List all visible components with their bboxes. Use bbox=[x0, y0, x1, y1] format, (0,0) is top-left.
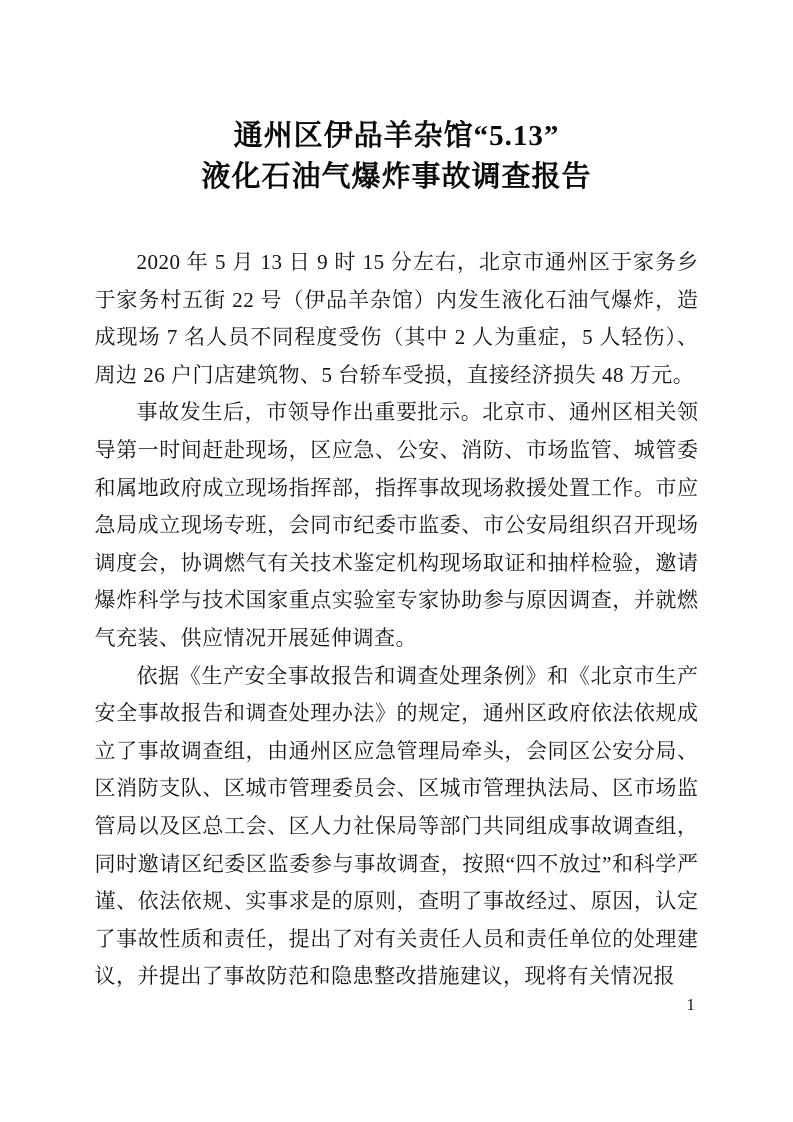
document-title bbox=[0, 0, 793, 198]
paragraph-incident-summary: 2020 年 5 月 13 日 9 时 15 分左右，北京市通州区于家务乡于家务村五街 22 号（伊品羊杂馆）内发生液化石油气爆炸，造成现场 7 名人员不同程度受伤（其中 2 人为重症，5 人轻伤）、周边 26 户门店建筑物、5 台轿车受损，直接经济损失 48 万元。 bbox=[94, 250, 699, 387]
paragraph-investigation-team: 依据《生产安全事故报告和调查处理条例》和《北京市生产安全事故报告和调查处理办法》的规定，通州区政府依法依规成立了事故调查组，由通州区应急管理局牵头，会同区公安分局、区消防支队、区城市管理委员会、区城市管理执法局、区市场监管局以及区总工会、区人力社保局等部门共同组成事故调查组，同时邀请区纪委区监委参与事故调查，按照“四不放过”和科学严谨、依法依规、实事求是的原则，查明了事故经过、原因，认定了事故性质和责任，提出了对有关责任人员和责任单位的处理建议，并提出了事故防范和隐患整改措施建议，现将有关情况报 bbox=[94, 663, 699, 989]
document-title-line1: 通州区伊品羊杂馆“5.13” bbox=[233, 120, 560, 152]
page-number: 1 bbox=[686, 995, 695, 1014]
paragraph-response-actions: 事故发生后，市领导作出重要批示。北京市、通州区相关领导第一时间赶赴现场，区应急、公安、消防、市场监管、城管委和属地政府成立现场指挥部，指挥事故现场救援处置工作。市应急局成立现场专班，会同市纪委市监委、市公安局组织召开现场调度会，协调燃气有关技术鉴定机构现场取证和抽样检验，邀请爆炸科学与技术国家重点实验室专家协助参与原因调查，并就燃气充装、供应情况开展延伸调查。 bbox=[94, 400, 699, 650]
document-body bbox=[95, 244, 699, 996]
document-title-line2: 液化石油气爆炸事故调查报告 bbox=[201, 161, 592, 193]
